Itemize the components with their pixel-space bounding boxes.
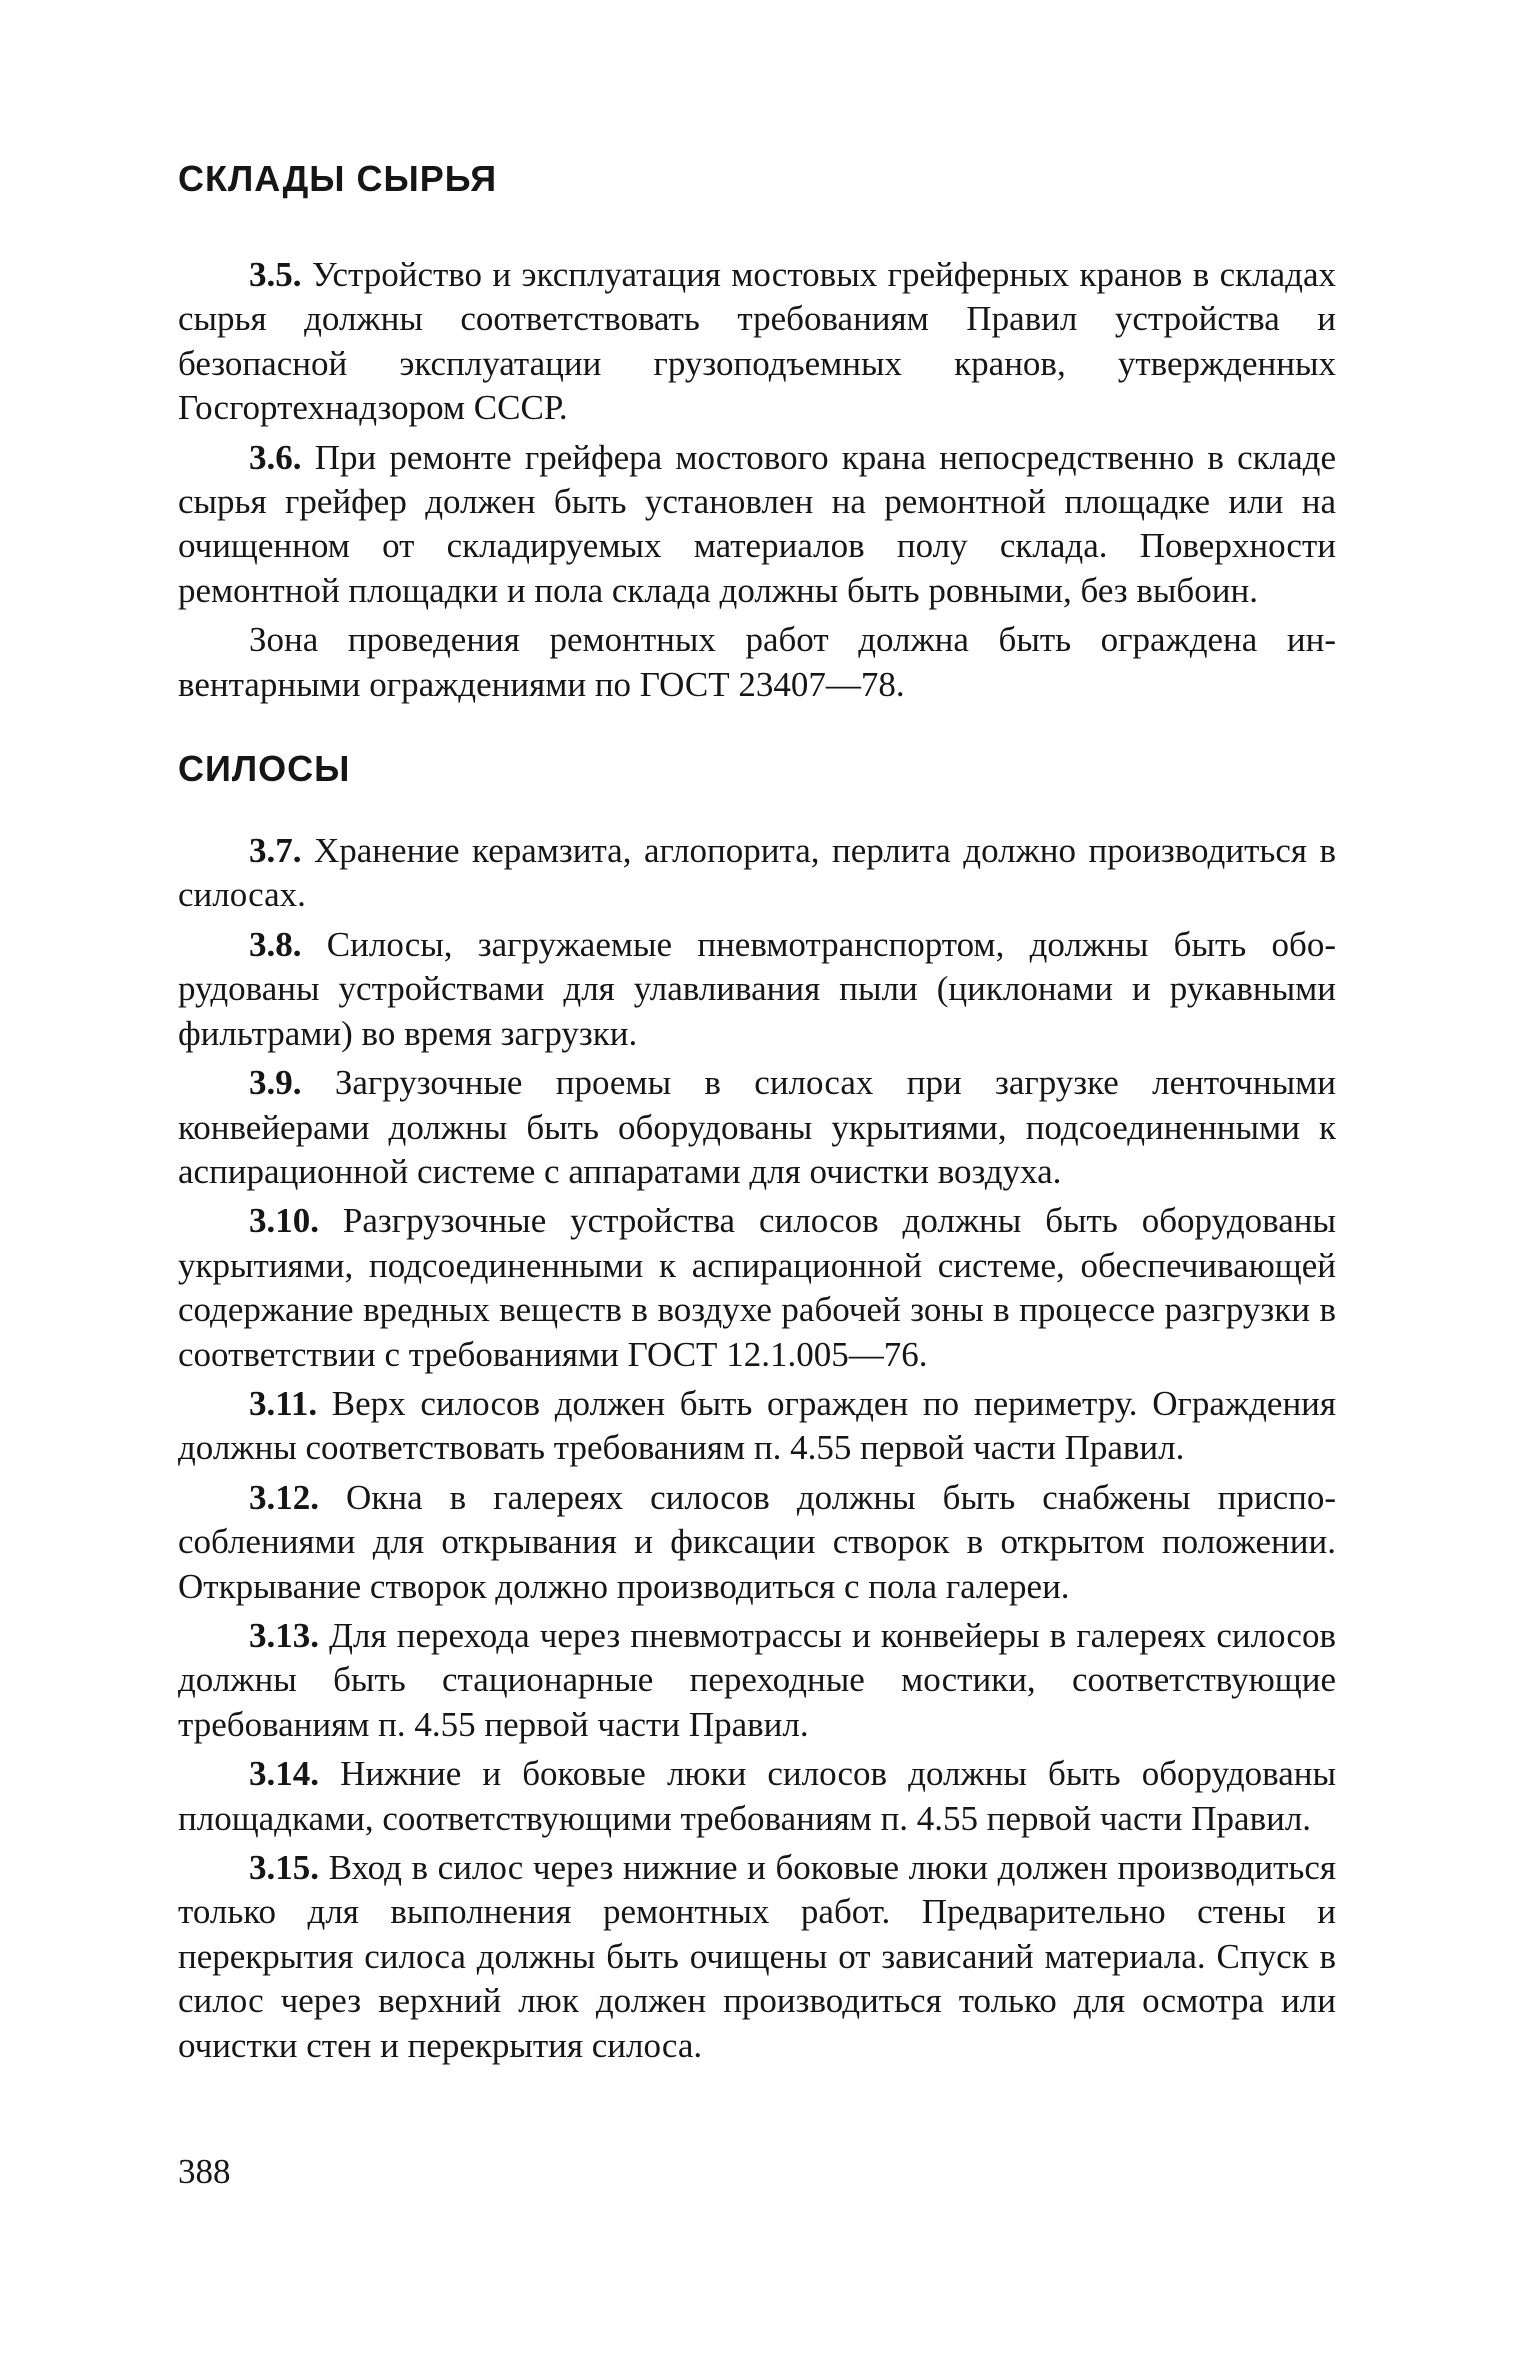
- clause-text: Хранение керамзита, аглопорита, перлита должно производиться в силосах.: [178, 831, 1336, 915]
- clause-text: Вход в силос через нижние и боковые люки должен производиться только для выполнения ремонтных работ. Предварительно стены и перекрытия силоса должны быть очищены от зависаний материала. Спуск в силос через верхний люк должен производиться только для осмотра или очистки стен и перекрытия силоса.: [178, 1848, 1336, 2065]
- clause-text: Верх силосов должен быть огражден по периметру. Ограждения должны соответствовать требованиям п. 4.55 первой части Правил.: [178, 1383, 1336, 1468]
- clause-number: 3.14.: [249, 1754, 319, 1794]
- clause-number: 3.6.: [249, 437, 302, 477]
- paragraph-3-9: [178, 1061, 1336, 1194]
- clause-text: Разгрузочные устройства силосов должны быть оборудованы укрытиями, подсоединенными к аспирационной системе, обеспечивающей содержание вредных веществ в воздухе рабочей зоны в процессе разгрузки в соответствии с требованиями ГОСТ 12.1.005—76.: [178, 1201, 1336, 1374]
- paragraph-3-12: [178, 1476, 1336, 1609]
- page-number: 388: [178, 2152, 231, 2191]
- paragraph-3-14: [178, 1752, 1336, 1841]
- paragraph-3-15: [178, 1846, 1336, 2068]
- clause-number: 3.10.: [249, 1201, 319, 1241]
- clause-number: 3.11.: [249, 1383, 318, 1423]
- clause-number: 3.12.: [249, 1477, 319, 1517]
- clause-text: Зона проведения ремонтных работ должна быть ограждена инвентарными ограждениями по ГОСТ 23407—78.: [178, 620, 1336, 704]
- paragraph-3-13: [178, 1614, 1336, 1747]
- paragraph-3-7: [178, 829, 1336, 918]
- clause-number: 3.9.: [249, 1063, 302, 1103]
- paragraph-3-8: [178, 923, 1336, 1056]
- paragraph-3-6: [178, 436, 1336, 614]
- page-body: [178, 150, 1336, 2073]
- clause-text: Окна в галереях силосов должны быть снабжены приспособлениями для открывания и фиксации створок в открытом положении. Открывание створок должно производиться с пола галереи.: [178, 1477, 1336, 1606]
- clause-text: Для перехода через пневмотрассы и конвейеры в галереях силосов должны быть стационарные переходные мостики, соответствующие требованиям п. 4.55 первой части Правил.: [178, 1615, 1336, 1744]
- paragraph-3-10: [178, 1199, 1336, 1377]
- clause-text: При ремонте грейфера мостового крана непосредственно в складе сырья грейфер должен быть установлен на ремонтной площадке или на очищенном от складируемых материалов полу склада. Поверхности ремонтной площадки и пола склада должны быть ровными, без выбоин.: [178, 437, 1336, 610]
- section-heading-raw-storage: СКЛАДЫ СЫРЬЯ: [178, 158, 498, 199]
- clause-number: 3.8.: [249, 924, 302, 964]
- paragraph-3-5: [178, 253, 1336, 431]
- section-heading-silos: СИЛОСЫ: [178, 748, 351, 790]
- clause-text: Устройство и эксплуатация мостовых грейферных кранов в складах сырья должны соответствовать требованиям Правил устройства и безопасной эксплуатации грузоподъемных кранов, утвержденных Госгортехнадзором СССР.: [178, 255, 1336, 428]
- clause-text: Силосы, загружаемые пневмотранспортом, должны быть оборудованы устройствами для улавливания пыли (циклонами и рукавными фильтрами) во время загрузки.: [178, 924, 1336, 1053]
- clause-number: 3.15.: [249, 1848, 319, 1887]
- clause-number: 3.7.: [249, 831, 302, 871]
- paragraph-3-6-continued: [178, 618, 1336, 707]
- clause-number: 3.5.: [249, 255, 302, 294]
- clause-number: 3.13.: [249, 1615, 319, 1655]
- clause-text: Загрузочные проемы в силосах при загрузке ленточными конвейерами должны быть оборудованы укрытиями, подсоединенными к аспирационной системе с аппаратами для очистки воздуха.: [178, 1063, 1336, 1191]
- paragraph-3-11: [178, 1382, 1336, 1471]
- clause-text: Нижние и боковые люки силосов должны быть оборудованы площадками, соответствующими требованиям п. 4.55 первой части Правил.: [178, 1754, 1336, 1838]
